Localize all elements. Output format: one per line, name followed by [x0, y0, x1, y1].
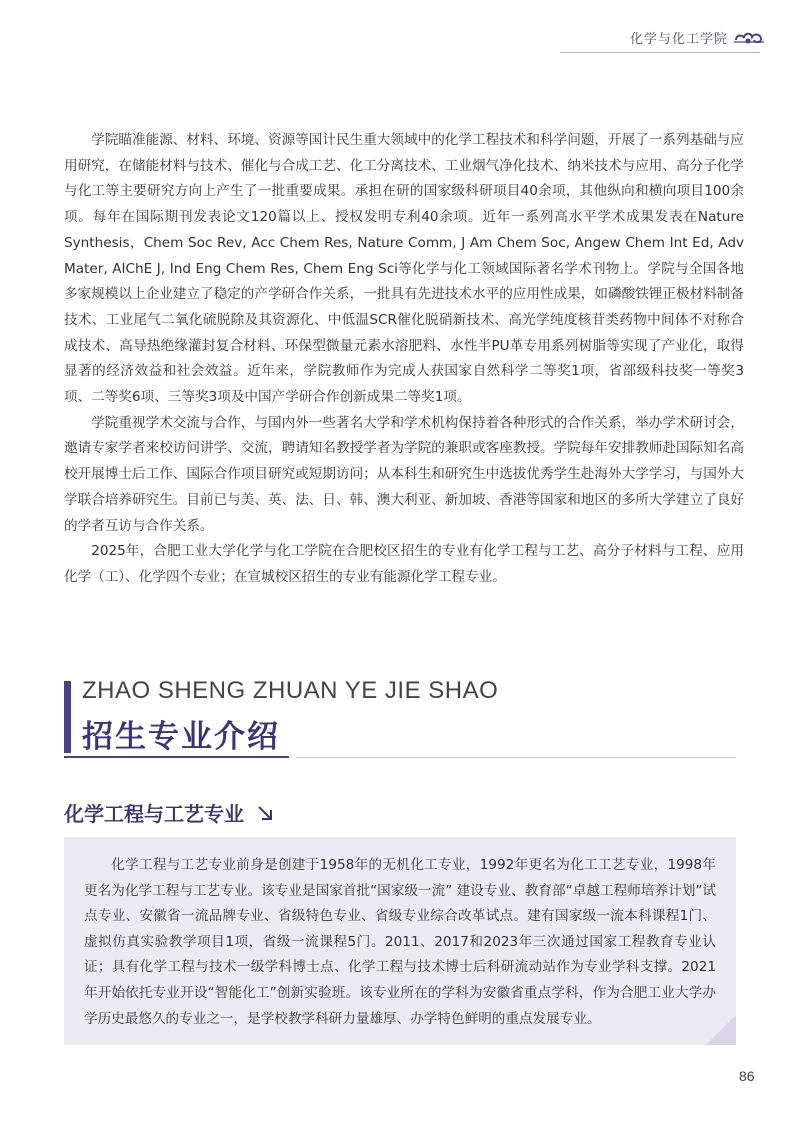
- intro-text: [64, 128, 744, 591]
- section-title-en: ZHAO SHENG ZHUAN YE JIE SHAO: [82, 677, 499, 704]
- paragraph: 学院重视学术交流与合作，与国内外一些著名大学和学术机构保持着各种形式的合作关系，举办学术研讨会，邀请专家学者来校访问讲学、交流，聘请知名教授学者为学院的兼职或客座教授。学院每年安排教师赴国际知名高校开展博士后工作、国际合作项目研究或短期访问；从本科生和研究生中选拔优秀学生赴海外大学学习，与国外大学联合培养研究生。目前已与美、英、法、日、韩、澳大利亚、新加坡、香港等国家和地区的多所大学建立了良好的学者互访与合作关系。: [64, 414, 744, 534]
- page-header: [630, 28, 764, 47]
- paragraph: 2025年，合肥工业大学化学与化工学院在合肥校区招生的专业有化学工程与工艺、高分子材料与工程、应用化学（工）、化学四个专业；在宣城校区招生的专业有能源化学工程专业。: [64, 543, 744, 585]
- major-description-box: [64, 837, 736, 1045]
- section-rule-dark: [64, 756, 289, 758]
- arrow-down-right-icon: [256, 804, 274, 822]
- page-number: 86: [739, 1068, 755, 1084]
- header-title: 化学与化工学院: [629, 32, 728, 47]
- major-heading: [64, 798, 274, 827]
- section-accent-bar: [64, 681, 71, 753]
- paragraph: 学院瞄准能源、材料、环境、资源等国计民生重大领域中的化学工程技术和科学问题，开展了一系列基础与应用研究，在储能材料与技术、催化与合成工艺、化工分离技术、工业烟气净化技术、纳米技术与应用、高分子化学与化工等主要研究方向上产生了一批重要成果。承担在研的国家级科研项目40余项，其他纵向和横向项目100余项。每年在国际期刊发表论文120篇以上、授权发明专利40余项。近年一系列高水平学术成果发表在Nature Synthesis，Chem Soc Rev, Acc Chem Res, Nature Comm, J Am Chem Soc, Angew Chem Int Ed, Adv Mater, AIChE J, Ind Eng Chem Res, Chem Eng Sci等化学与化工领域国际著名学术刊物上。学院与全国各地多家规模以上企业建立了稳定的产学研合作关系，一批具有先进技术水平的应用性成果，如磷酸铁锂正极材料制备技术、工业尾气二氧化硫脱除及其资源化、中低温SCR催化脱硝新技术、高光学纯度核苷类药物中间体不对称合成技术、高导热绝缘灌封复合材料、环保型微量元素水溶肥料、水性半PU革专用系列树脂等实现了产业化，取得显著的经济效益和社会效益。近年来，学院教师作为完成人获国家自然科学二等奖1项，省部级科技奖一等奖3项、二等奖6项、三等奖3项及中国产学研合作创新成果二等奖1项。: [64, 132, 744, 406]
- major-description: 化学工程与工艺专业前身是创建于1958年的无机化工专业，1992年更名为化工工艺专业，1998年更名为化学工程与工艺专业。该专业是国家首批“国家级一流” 建设专业、教育部“卓越工程师培养计划”试点专业、安徽省一流品牌专业、省级特色专业、省级专业综合改革试点。建有国家级一流本科课程1门、虚拟仿真实验教学项目1项，省级一流课程5门。2011、2017和2023年三次通过国家工程教育专业认证；具有化学工程与技术一级学科博士点、化学工程与技术博士后科研流动站作为专业学科支撑。2021年开始依托专业开设“智能化工”创新实验班。该专业所在的学科为安徽省重点学科，作为合肥工业大学办学历史最悠久的专业之一，是学校教学科研力量雄厚、办学特色鲜明的重点发展专业。: [84, 857, 716, 1027]
- cloud-ornament-icon: [734, 30, 764, 46]
- major-title: 化学工程与工艺专业: [64, 802, 244, 826]
- section-rule-light: [296, 757, 736, 758]
- section-title-cn: 招生专业介绍: [82, 719, 280, 755]
- box-folded-corner: [706, 1015, 736, 1045]
- header-divider: [560, 52, 760, 53]
